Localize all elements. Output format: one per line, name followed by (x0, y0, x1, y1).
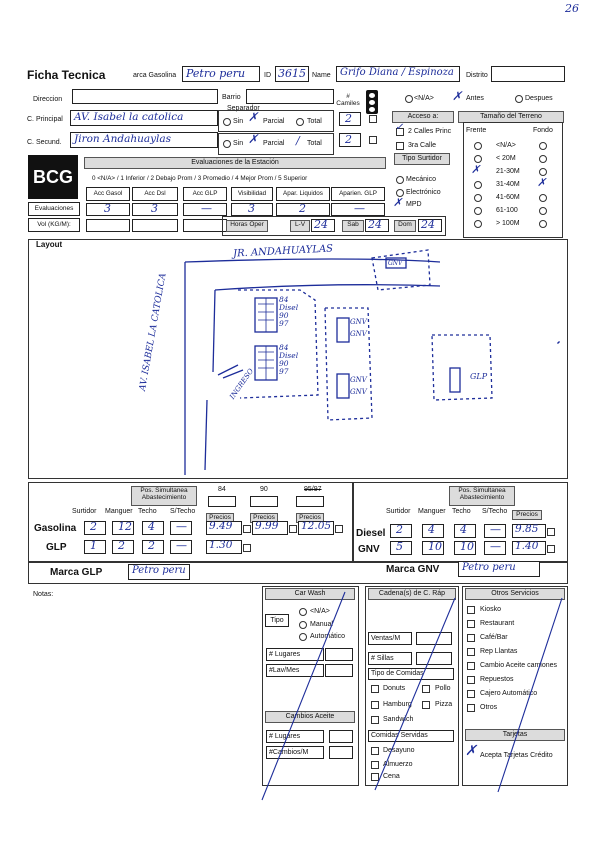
marca-glp-label: Marca GLP (50, 567, 103, 578)
dom-value: 24 (421, 218, 435, 231)
sep-secund-total-mark: / (296, 134, 300, 147)
comidas-servidas-label: Comidas Servidas (368, 730, 454, 742)
tipo-surtidor-header: Tipo Surtidor (394, 153, 450, 165)
price-row-value: 12 (118, 520, 132, 533)
techo-header-left: Techo (138, 508, 157, 515)
eval-header: Acc Gasol (86, 187, 130, 201)
gasolina-label: Gasolina (34, 523, 77, 534)
sep-secund-total-label: Total (307, 140, 322, 147)
layout-glp: GLP (470, 372, 488, 381)
manguer-header-left: Manguer (105, 508, 133, 515)
pos-sim-left: Pos. Simultanea Abastecimiento (131, 486, 197, 506)
acceso-2calles-mark: ✓ (395, 122, 404, 133)
eval-value: — (354, 202, 365, 215)
calle-secund-value: Jiron Andahuaylas (74, 133, 172, 145)
octane-95-97: 95/97 (304, 486, 322, 493)
price-row-value: — (176, 520, 187, 533)
direccion-label: Direccion (33, 96, 63, 103)
evaluaciones-header: Evaluaciones de la Estación (84, 157, 386, 169)
price-row-value: 2 (90, 520, 97, 533)
tarjetas-header: Tarjetas (465, 729, 565, 741)
cadena-cross-line (375, 598, 455, 790)
page-number: 26 (565, 2, 579, 15)
terreno-option-label: < 20M (496, 155, 516, 162)
price-value: 1.30 (209, 539, 233, 551)
calle-principal-value: AV. Isabel la catolica (74, 111, 184, 123)
layout-gnv-3: GNV (350, 376, 367, 384)
carwash-manual-label: Manual (310, 621, 333, 628)
camiles-label: # Camiles (336, 93, 360, 107)
otros-item-label: Rep Llantas (480, 648, 518, 655)
pos-sim-right: Pos. Simultanea Abastecimiento (449, 486, 515, 506)
price-value: 9.49 (209, 520, 233, 532)
price-row-value: 2 (118, 539, 125, 552)
island-a-84: 84 (279, 295, 289, 304)
price-value: 9.99 (255, 520, 279, 532)
sep-principal-total-label: Total (307, 118, 322, 125)
calle-secund-label: C. Secund. (27, 139, 62, 146)
evaluaciones-row-label: Evaluaciones (28, 202, 80, 216)
lv-value: 24 (314, 218, 328, 231)
terreno-option-label: 31-40M (496, 181, 520, 188)
terreno-option-label: > 100M (496, 220, 520, 227)
techo-header-right: Techo (452, 508, 471, 515)
hamburg-label: Hamburg (383, 701, 412, 708)
surtidor-mecanico-label: Mecánico (406, 176, 436, 183)
price-row-value: 10 (460, 540, 474, 553)
sep-principal-sin-label: Sin (233, 118, 244, 125)
status-antes-label: Antes (466, 95, 484, 102)
island-a-90: 90 (279, 311, 289, 320)
carwash-auto-label: Automático (310, 633, 346, 640)
otros-item-label: Restaurant (480, 620, 515, 627)
donuts-label: Donuts (383, 685, 406, 692)
tipo-comidas-label: Tipo de Comidas (368, 668, 454, 680)
carwash-tipo-label: Tipo (265, 614, 289, 627)
eval-header: Apar. Liquidos (276, 187, 330, 201)
status-na-label: <N/A> (414, 95, 434, 102)
terreno-header: Tamaño del Terreno (458, 111, 564, 123)
layout-ingreso: INGRESO (228, 367, 256, 401)
octane-90: 90 (260, 486, 268, 493)
eval-header: Acc GLP (183, 187, 227, 201)
acceso-header: Acceso a: (392, 111, 454, 123)
otros-header: Otros Servicios (465, 588, 565, 600)
layout-gnv-1: GNV (350, 318, 367, 326)
manguer-header-right: Manguer (418, 508, 446, 515)
otros-cross-line (498, 598, 562, 792)
notas-label: Notas: (33, 591, 54, 598)
price-value: 9.85 (515, 523, 539, 535)
marca-gnv-value: Petro peru (462, 562, 516, 573)
island-b-90: 90 (279, 359, 289, 368)
eval-value: 3 (151, 202, 158, 215)
sep-principal-parcial-label: Parcial (263, 118, 285, 125)
surtidor-electronico-label: Electrónico (406, 189, 441, 196)
price-row-value: 5 (396, 540, 403, 553)
desayuno-label: Desayuno (383, 747, 415, 754)
island-a-disel: Disel (279, 303, 299, 312)
id-value: 3615 (278, 67, 306, 80)
marca-gnv-label: Marca GNV (386, 564, 440, 575)
tarjetas-mark: ✗ (465, 743, 477, 759)
cambios-header: Cambios Aceite (265, 711, 355, 723)
calle-principal-label: C. Principal (27, 116, 63, 123)
horas-label: Horas Oper (226, 220, 268, 232)
layout-gnv-top: GNV (388, 260, 403, 267)
price-row-value: 10 (428, 540, 442, 553)
glp-label: GLP (46, 542, 67, 553)
pollo-label: Pollo (435, 685, 451, 692)
cadena-header: Cadena(s) de C. Ráp (368, 588, 456, 600)
terreno-option-label: 41-60M (496, 194, 520, 201)
carwash-na-label: <N/A> (310, 608, 330, 615)
surtidor-mpd-label: MPD (406, 201, 422, 208)
eval-value: — (201, 202, 212, 215)
eval-value: 2 (299, 202, 306, 215)
terreno-option-label: 61-100 (496, 207, 518, 214)
terreno-fondo-mark: ✗ (537, 176, 547, 189)
surtidor-mpd-mark: ✗ (393, 196, 403, 209)
price-row-value: — (490, 540, 501, 553)
island-b-disel: Disel (279, 351, 299, 360)
form-title: Ficha Tecnica (27, 68, 106, 82)
precios-header-2: Precios (250, 513, 278, 523)
camiles-secund-value: 2 (345, 133, 352, 146)
island-b-97: 97 (279, 367, 289, 376)
precios-header-3: Precios (296, 513, 324, 523)
layout-label: Layout (36, 240, 63, 249)
price-value: 12.05 (301, 520, 332, 532)
sab-label: Sab (342, 220, 364, 232)
surtidor-header-left: Surtidor (72, 508, 97, 515)
price-row-value: — (490, 523, 501, 536)
evaluaciones-scale: 0 <N/A> / 1 Inferior / 2 Debajo Prom / 3 Promedio / 4 Mejor Prom / 5 Superior (92, 175, 308, 182)
sep-secund-parcial-mark: ✗ (248, 132, 259, 146)
otros-item-label: Cajero Automático (480, 690, 538, 697)
acceso-2calles-label: 2 Calles Princ (408, 128, 452, 135)
status-antes-mark: ✗ (452, 89, 463, 103)
tarjetas-label: Acepta Tarjetas Crédito (480, 752, 553, 759)
eval-header: Visibilidad (231, 187, 273, 201)
price-row-value: 4 (460, 523, 467, 536)
terreno-frente-mark: ✗ (471, 163, 481, 176)
name-value: Grifo Diana / Espinoza (340, 67, 454, 78)
carwash-lavmes-label: #Lav/Mes (266, 664, 324, 677)
diesel-label: Diesel (356, 528, 386, 539)
otros-item-label: Cambio Aceite camiones (480, 662, 558, 669)
sep-principal-parcial-mark: ✗ (248, 110, 259, 124)
gnv-label: GNV (358, 544, 380, 555)
cadena-ventas-label: Ventas/M (368, 632, 412, 645)
status-despues-label: Despues (525, 95, 553, 102)
marca-gasolina-value: Petro peru (186, 67, 246, 80)
island-b-84: 84 (279, 343, 289, 352)
price-row-value: 4 (428, 523, 435, 536)
acceso-3ra-label: 3ra Calle (408, 142, 437, 149)
sep-secund-parcial-label: Parcial (263, 140, 285, 147)
precios-header-1: Precios (206, 513, 234, 523)
carwash-cross-line (262, 592, 345, 800)
eval-value: 3 (104, 202, 111, 215)
surtidor-header-right: Surtidor (386, 508, 411, 515)
marca-gasolina-label: arca Gasolina (133, 72, 177, 79)
otros-item-label: Repuestos (480, 676, 514, 683)
terreno-option-label: 21-30M (496, 168, 520, 175)
cambios-lugares-label: # Lugares (266, 730, 324, 743)
lv-label: L-V (290, 220, 310, 232)
terreno-fondo-label: Fondo (533, 127, 553, 134)
precios-header-4: Precios (512, 510, 542, 520)
terreno-option-label: <N/A> (496, 142, 516, 149)
almuerzo-label: Almuerzo (383, 761, 413, 768)
price-value: 1.40 (515, 540, 539, 552)
sab-value: 24 (368, 218, 382, 231)
stecho-header-left: S/Techo (170, 508, 196, 515)
layout-street-top: JR. ANDAHUAYLAS (232, 243, 334, 260)
dom-label: Dom (394, 220, 416, 232)
cena-label: Cena (383, 773, 400, 780)
layout-gnv-2: GNV (350, 330, 367, 338)
sandwich-label: Sandwich (383, 716, 414, 723)
marca-glp-value: Petro peru (132, 565, 186, 576)
name-label: Name (312, 72, 331, 79)
stecho-header-right: S/Techo (482, 508, 508, 515)
octane-84: 84 (218, 486, 226, 493)
eval-header: Acc Dsl (132, 187, 178, 201)
price-row-value: 2 (148, 539, 155, 552)
separador-label: Separador (227, 105, 260, 112)
eval-header: Aparien. GLP (331, 187, 385, 201)
camiles-principal-value: 2 (345, 112, 352, 125)
vol-label: Vol (KG/M): (28, 218, 80, 232)
id-label: ID (264, 72, 271, 79)
sep-secund-sin-label: Sin (233, 140, 244, 147)
price-row-value: 4 (148, 520, 155, 533)
carwash-lugares-label: # Lugares (266, 648, 324, 661)
barrio-label: Barrio (222, 94, 241, 101)
pizza-label: Pizza (435, 701, 453, 708)
carwash-header: Car Wash (265, 588, 355, 600)
price-row-value: — (176, 539, 187, 552)
price-row-value: 2 (396, 523, 403, 536)
otros-item-label: Otros (480, 704, 498, 711)
layout-street-left: AV. ISABEL LA CATOLICA (138, 272, 169, 392)
layout-gnv-4: GNV (350, 388, 367, 396)
price-row-value: 1 (90, 539, 97, 552)
otros-item-label: Kiosko (480, 606, 502, 613)
eval-value: 3 (248, 202, 255, 215)
bcg-logo: BCG (28, 155, 78, 199)
cambios-mes-label: #Cambios/M (266, 746, 324, 759)
otros-item-label: Café/Bar (480, 634, 508, 641)
cadena-sillas-label: # Sillas (368, 652, 412, 665)
terreno-frente-label: Frente (466, 127, 487, 134)
distrito-label: Distrito (466, 72, 488, 79)
island-a-97: 97 (279, 319, 289, 328)
